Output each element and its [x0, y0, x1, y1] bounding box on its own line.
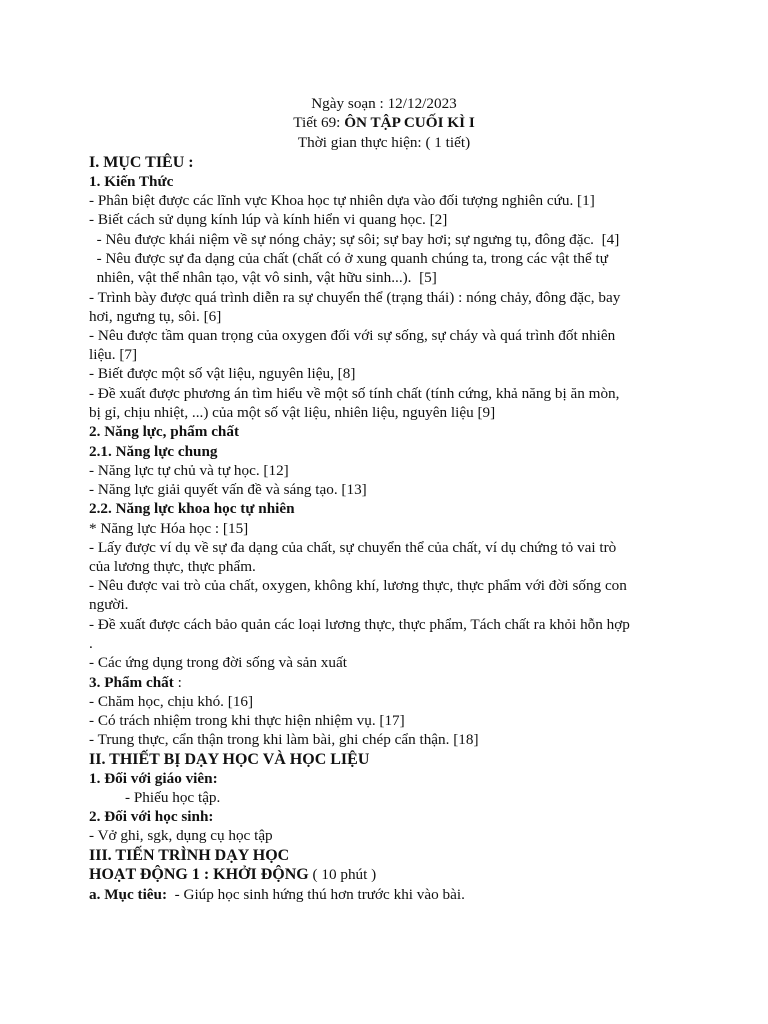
qualities-line: - Có trách nhiệm trong khi thực hiện nhiệm vụ. [17]	[89, 712, 405, 729]
knowledge-line: - Nêu được sự đa dạng của chất (chất có ở xung quanh chúng ta, trong các vật thể tự	[89, 250, 608, 267]
knowledge-line: - Đề xuất được phương án tìm hiểu về một số tính chất (tính cứng, khả năng bị ăn mòn,	[89, 385, 620, 402]
knowledge-line: nhiên, vật thể nhân tạo, vật vô sinh, vật hữu sinh...). [5]	[89, 269, 437, 286]
student-line: - Vở ghi, sgk, dụng cụ học tập	[89, 827, 273, 844]
science-competence-line: - Đề xuất được cách bảo quản các loại lương thực, thực phẩm, Tách chất ra khỏi hỗn hợp	[89, 616, 630, 633]
section-2-heading: II. THIẾT BỊ DẠY HỌC VÀ HỌC LIỆU	[89, 751, 370, 768]
science-competence-line: .	[89, 635, 93, 652]
section-1-1-heading: 1. Kiến Thức	[89, 173, 174, 190]
teacher-line: - Phiếu học tập.	[125, 789, 221, 806]
science-competence-line: - Lấy được ví dụ về sự đa dạng của chất, sự chuyển thể của chất, ví dụ chứng tỏ vai trò	[89, 539, 617, 556]
goal-label: a. Mục tiêu:	[89, 886, 168, 903]
qualities-heading-suffix: :	[173, 674, 182, 691]
knowledge-line: - Trình bày được quá trình diễn ra sự chuyển thể (trạng thái) : nóng chảy, đông đặc, bay	[89, 289, 621, 306]
section-3-heading: III. TIẾN TRÌNH DẠY HỌC	[89, 847, 290, 864]
duration-line: Thời gian thực hiện: ( 1 tiết)	[297, 134, 471, 151]
science-competence-line: của lương thực, thực phẩm.	[89, 558, 256, 575]
knowledge-line: liệu. [7]	[89, 346, 138, 363]
general-competence-line: - Năng lực giải quyết vấn đề và sáng tạo. [13]	[89, 481, 367, 498]
qualities-line: - Trung thực, cẩn thận trong khi làm bài, ghi chép cẩn thận. [18]	[89, 731, 479, 748]
science-competence-line: - Các ứng dụng trong đời sống và sản xuất	[89, 654, 347, 671]
knowledge-line: - Biết được một số vật liệu, nguyên liệu, [8]	[89, 365, 356, 382]
goal-text: - Giúp học sinh hứng thú hơn trước khi vào bài.	[167, 886, 465, 903]
knowledge-line: hơi, ngưng tụ, sôi. [6]	[89, 308, 222, 325]
section-1-2-heading: 2. Năng lực, phẩm chất	[89, 423, 240, 440]
lesson-prefix: Tiết 69:	[293, 114, 345, 131]
general-competence-line: - Năng lực tự chủ và tự học. [12]	[89, 462, 289, 479]
activity-heading-line	[89, 865, 376, 884]
science-competence-line: * Năng lực Hóa học : [15]	[89, 520, 249, 537]
section-2-2-heading: 2.2. Năng lực khoa học tự nhiên	[89, 500, 295, 517]
activity-heading: HOẠT ĐỘNG 1 : KHỞI ĐỘNG	[89, 866, 309, 883]
knowledge-line: - Nêu được khái niệm về sự nóng chảy; sự sôi; sự bay hơi; sự ngưng tụ, đông đặc. [4]	[89, 231, 620, 248]
activity-time: ( 10 phút )	[308, 866, 377, 883]
section-2-1-heading: 2.1. Năng lực chung	[89, 443, 218, 460]
section-1-3-heading	[89, 673, 182, 692]
knowledge-line: - Biết cách sử dụng kính lúp và kính hiển vi quang học. [2]	[89, 211, 448, 228]
science-competence-line: - Nêu được vai trò của chất, oxygen, không khí, lương thực, thực phẩm với đời sống con	[89, 577, 627, 594]
qualities-heading: 3. Phẩm chất	[89, 674, 174, 691]
lesson-title: ÔN TẬP CUỐI KÌ I	[344, 114, 475, 131]
knowledge-line: - Phân biệt được các lĩnh vực Khoa học tự nhiên dựa vào đối tượng nghiên cứu. [1]	[89, 192, 595, 209]
lesson-title-line	[0, 113, 768, 132]
date-line: Ngày soạn : 12/12/2023	[311, 95, 457, 112]
knowledge-line: - Nêu được tầm quan trọng của oxygen đối với sự sống, sự cháy và quá trình đốt nhiên	[89, 327, 616, 344]
knowledge-line: bị gỉ, chịu nhiệt, ...) của một số vật liệu, nhiên liệu, nguyên liệu [9]	[89, 404, 496, 421]
teacher-heading: 1. Đối với giáo viên:	[89, 770, 218, 787]
student-heading: 2. Đối với học sinh:	[89, 808, 214, 825]
section-1-heading: I. MỤC TIÊU :	[89, 154, 194, 171]
science-competence-line: người.	[89, 596, 129, 613]
qualities-line: - Chăm học, chịu khó. [16]	[89, 693, 254, 710]
goal-line	[89, 885, 465, 904]
